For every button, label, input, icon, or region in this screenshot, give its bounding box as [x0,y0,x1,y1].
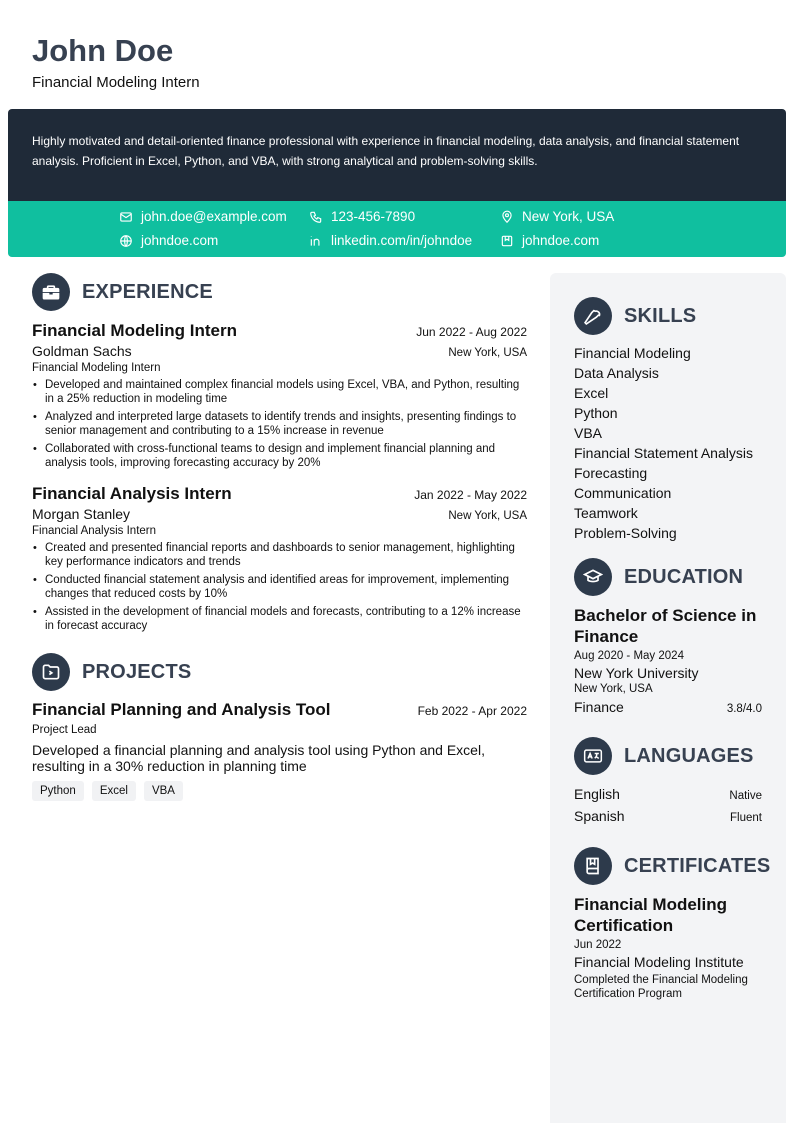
project-description: Developed a financial planning and analysis tool using Python and Excel, resulting in a 30% reduction in planning time [32,742,485,774]
job-bullet: • Assisted in the development of financial models and forecasts, contributing to a 12% increase in forecast accuracy [32,605,527,633]
language-level: Fluent [730,812,762,824]
contact-linkedin-text: linkedin.com/in/johndoe [331,233,473,248]
skill-item: Forecasting [574,465,648,481]
certificate-issuer: Financial Modeling Institute [574,954,744,970]
contact-phone-text: 123-456-7890 [331,209,416,224]
contact-website[interactable] [119,233,218,248]
main-column [32,273,527,801]
job-role: Financial Analysis Intern [32,525,157,537]
certificate-item [574,894,762,1001]
skills-section-header [574,297,762,335]
skill-item: Excel [574,385,609,401]
job-company: Morgan Stanley [32,506,131,522]
job-dates: Jun 2022 - Aug 2022 [416,325,527,339]
contact-bar [8,201,786,257]
certificates-heading: CERTIFICATES [624,854,771,877]
folder-icon [32,653,70,691]
language-item [574,806,762,828]
projects-heading: PROJECTS [82,660,192,683]
job-bullet: • Developed and maintained complex financial models using Excel, VBA, and Python, resulting in a 25% reduction in modeling time [32,378,527,406]
contact-website-text: johndoe.com [141,233,219,248]
education-field: Finance [574,699,624,715]
skill-item: VBA [574,425,603,441]
project-tag: VBA [144,781,183,801]
job-location: New York, USA [448,347,527,359]
certificate-name: Financial Modeling Certification [574,895,728,935]
project-tags [32,781,527,801]
job-title: Financial Modeling Intern [32,321,237,340]
contact-location [500,209,614,224]
phone-icon [309,210,323,224]
education-heading: EDUCATION [624,565,744,588]
language-level: Native [729,790,762,802]
job-bullet: • Conducted financial statement analysis and identified areas for improvement, implementing changes that reduced costs by 10% [32,573,527,601]
project-dates: Feb 2022 - Apr 2022 [417,704,527,718]
job-role: Financial Modeling Intern [32,362,161,374]
project-tag: Excel [92,781,136,801]
education-dates: Aug 2020 - May 2024 [574,650,684,662]
contact-email[interactable] [119,209,287,224]
job-bullet: • Created and presented financial reports and dashboards to senior management, highlighting key performance indicators and trends [32,541,527,569]
education-item [574,605,762,719]
languages-heading: LANGUAGES [624,744,754,767]
linkedin-icon [309,234,323,248]
project-tag: Python [32,781,84,801]
contact-location-text: New York, USA [522,209,615,224]
skills-list [574,343,762,543]
language-name: English [574,786,620,802]
job-bullet: • Collaborated with cross-functional teams to design and implement financial planning and analysis tools, improving forecasting accuracy by 20% [32,442,527,470]
experience-item [32,321,527,470]
job-location: New York, USA [448,510,527,522]
language-item [574,784,762,806]
summary-text: Highly motivated and detail-oriented finance professional with experience in financial modeling, data analysis, and financial statement analysis. Proficient in Excel, Python, and VBA, with strong analytical and problem-solving skills. [32,134,740,168]
briefcase-icon [32,273,70,311]
job-title: Financial Analysis Intern [32,484,232,503]
languages-list [574,784,762,828]
education-location: New York, USA [574,683,653,695]
portfolio-icon [500,234,514,248]
translate-icon [574,737,612,775]
skill-item: Financial Modeling [574,345,691,361]
skill-item: Communication [574,485,672,501]
education-school: New York University [574,665,699,681]
languages-section-header [574,737,762,775]
project-title: Financial Planning and Analysis Tool [32,700,331,719]
project-item [32,700,527,801]
contact-portfolio[interactable] [500,233,599,248]
resume-header [32,32,200,91]
contact-email-text: john.doe@example.com [141,209,287,224]
skill-item: Problem-Solving [574,525,677,541]
job-bullet: • Analyzed and interpreted large datasets to identify trends and insights, presenting findings to senior management and contributing to a 15% increase in revenue [32,410,527,438]
map-pin-icon [500,210,514,224]
experience-heading: EXPERIENCE [82,280,213,303]
education-section-header [574,558,762,596]
contact-phone[interactable] [309,209,415,224]
job-dates: Jan 2022 - May 2022 [414,488,527,502]
certificate-date: Jun 2022 [574,939,622,951]
book-icon [574,847,612,885]
skill-item: Python [574,405,618,421]
certificate-description: Completed the Financial Modeling Certification Program [574,974,748,1000]
projects-section-header [32,653,527,691]
job-bullets [32,378,527,470]
skill-item: Data Analysis [574,365,659,381]
experience-item [32,484,527,633]
sidebar [550,273,786,1123]
experience-section-header [32,273,527,311]
project-role: Project Lead [32,724,97,736]
language-name: Spanish [574,808,625,824]
graduation-cap-icon [574,558,612,596]
job-bullets [32,541,527,633]
education-gpa: 3.8/4.0 [726,703,762,715]
candidate-title: Financial Modeling Intern [32,74,200,91]
skill-item: Teamwork [574,505,638,521]
contact-linkedin[interactable] [309,233,472,248]
skill-item: Financial Statement Analysis [574,445,753,461]
contact-portfolio-text: johndoe.com [522,233,600,248]
certificates-section-header [574,847,771,885]
globe-icon [119,234,133,248]
candidate-name: John Doe [32,33,174,68]
skills-heading: SKILLS [624,304,697,327]
wrench-icon [574,297,612,335]
education-degree: Bachelor of Science in Finance [574,606,757,646]
summary-panel [8,109,786,201]
mail-icon [119,210,133,224]
job-company: Goldman Sachs [32,343,132,359]
